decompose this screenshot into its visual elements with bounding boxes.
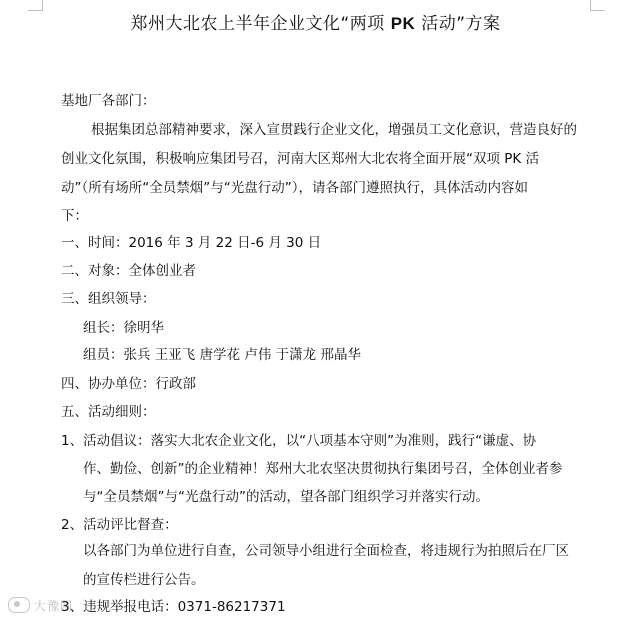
intro-line-1: 根据集团总部精神要求，深入宣贯践行企业文化，增强员工文化意识，营造良好的 (91, 122, 577, 138)
section-organization: 三、组织领导： (61, 291, 156, 307)
rule-1-line-1: 1、活动倡议：落实大北农企业文化，以“八项基本守则”为准则，践行“谦虚、协 (61, 433, 537, 449)
rule-2-heading: 2、活动评比督查： (61, 517, 178, 533)
brand-logo-icon (8, 597, 30, 613)
team-members: 组员：张兵 王亚飞 唐学花 卢伟 于潇龙 邢晶华 (83, 347, 361, 363)
watermark (8, 594, 118, 616)
rule-1-line-2: 作、勤俭、创新”的企业精神！郑州大北农坚决贯彻执行集团号召，全体创业者参 (83, 461, 563, 477)
title-suffix: 活动”方案 (415, 14, 501, 34)
title-prefix: 郑州大北农上半年企业文化“两项 (130, 14, 391, 34)
intro-line-3: 动”（所有场所“全员禁烟”与“光盘行动”），请各部门遵照执行，具体活动内容如 (61, 180, 528, 196)
rule-2-line-2: 的宣传栏进行公告。 (83, 572, 205, 588)
document-title (0, 9, 631, 34)
rule-1-line-3: 与“全员禁烟”与“光盘行动”的活动，望各部门组织学习并落实行动。 (83, 489, 489, 505)
section-cooperating-unit: 四、协办单位：行政部 (61, 376, 196, 392)
section-target: 二、对象：全体创业者 (61, 263, 196, 279)
section-time: 一、时间：2016 年 3 月 22 日-6 月 30 日 (61, 235, 322, 251)
watermark-text: 大豫网 (34, 598, 74, 613)
team-leader: 组长：徐明华 (83, 320, 164, 336)
salutation: 基地厂各部门： (61, 93, 156, 109)
rule-2-line-1: 以各部门为单位进行自查，公司领导小组进行全面检查，将违规行为拍照后在厂区 (83, 543, 569, 559)
title-pk: PK (390, 14, 416, 33)
intro-line-2: 创业文化氛围，积极响应集团号召，河南大区郑州大北农将全面开展“双项 PK 活 (61, 151, 540, 167)
section-rules: 五、活动细则： (61, 404, 156, 420)
intro-line-4: 下： (61, 208, 88, 224)
rule-3-hotline: 3、违规举报电话：0371-86217371 (61, 599, 286, 615)
